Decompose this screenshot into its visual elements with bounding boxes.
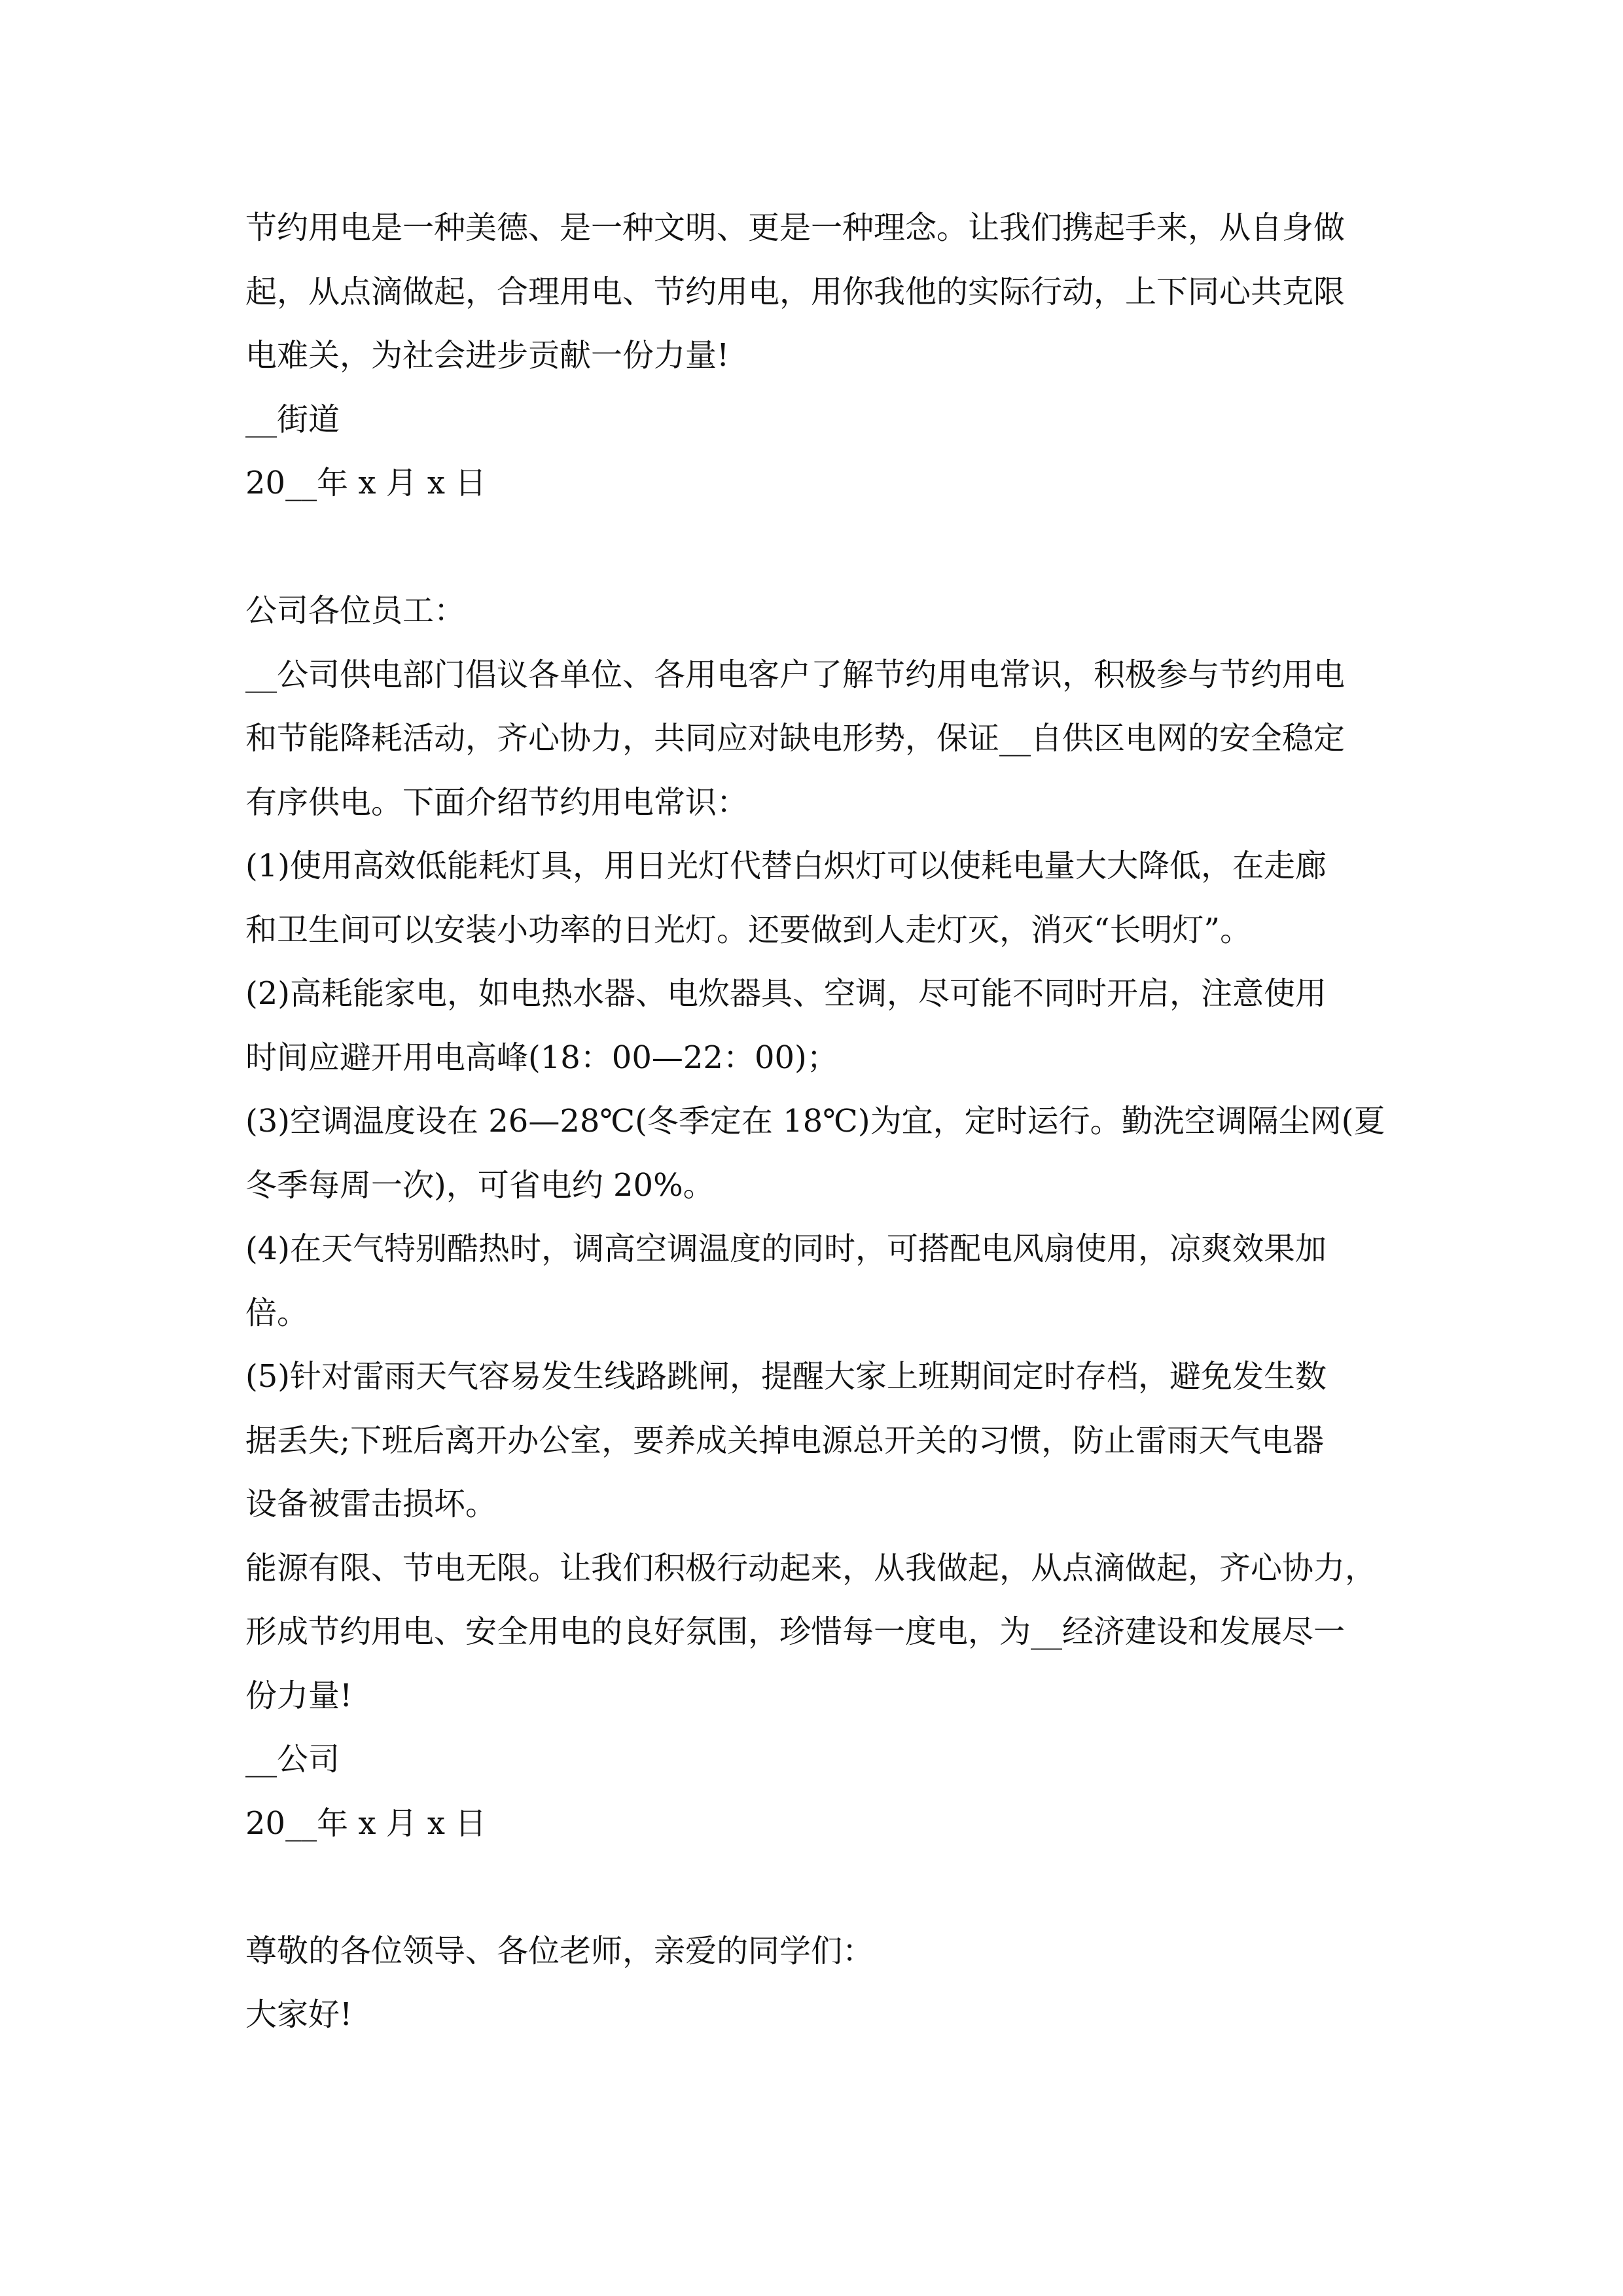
list-item-line: (5)针对雷雨天气容易发生线路跳闸，提醒大家上班期间定时存档，避免发生数 <box>245 1358 1327 1395</box>
paragraph-line: 电难关，为社会进步贡献一份力量! <box>245 337 730 374</box>
paragraph-line: 和节能降耗活动，齐心协力，共同应对缺电形势，保证__自供区电网的安全稳定 <box>245 720 1346 757</box>
list-item-line: (3)空调温度设在 26—28℃(冬季定在 18℃)为宜，定时运行。勤洗空调隔尘网(夏 <box>245 1103 1385 1139</box>
section-2 <box>245 579 1384 1856</box>
list-item-line: 据丢失;下班后离开办公室，要养成关掉电源总开关的习惯，防止雷雨天气电器 <box>245 1422 1325 1459</box>
signature-line: __街道 <box>245 401 340 438</box>
salutation-line: 公司各位员工： <box>245 592 466 629</box>
document-page <box>245 196 1384 2047</box>
salutation-line: 尊敬的各位领导、各位老师，亲爱的同学们： <box>245 1932 874 1969</box>
paragraph-line: 有序供电。下面介绍节约用电常识： <box>245 783 749 821</box>
date-line: 20__年 x 月 x 日 <box>245 465 487 501</box>
section-1 <box>245 196 1384 516</box>
greeting-line: 大家好! <box>245 1996 353 2033</box>
list-item-line: 时间应避开用电高峰(18：00—22：00)； <box>245 1039 838 1076</box>
section-3 <box>245 1920 1384 2047</box>
list-item-line: 设备被雷击损坏。 <box>245 1486 497 1522</box>
list-item-line: (4)在天气特别酷热时，调高空调温度的同时，可搭配电风扇使用，凉爽效果加 <box>245 1230 1327 1267</box>
list-item-line: 倍。 <box>245 1294 309 1331</box>
section-gap <box>245 516 1384 580</box>
section-gap <box>245 1856 1384 1920</box>
paragraph-line: 份力量! <box>245 1677 353 1714</box>
signature-line: __公司 <box>245 1741 340 1778</box>
list-item-line: (2)高耗能家电，如电热水器、电炊器具、空调，尽可能不同时开启，注意使用 <box>245 975 1327 1012</box>
list-item-line: (1)使用高效低能耗灯具，用日光灯代替白炽灯可以使耗电量大大降低，在走廊 <box>245 848 1327 884</box>
list-item-line: 和卫生间可以安装小功率的日光灯。还要做到人走灯灭，消灭“长明灯”。 <box>245 911 1252 948</box>
paragraph-line: 起，从点滴做起，合理用电、节约用电，用你我他的实际行动，上下同心共克限 <box>245 273 1346 310</box>
paragraph-line: 形成节约用电、安全用电的良好氛围，珍惜每一度电，为__经济建设和发展尽一 <box>245 1613 1346 1650</box>
paragraph-line: 能源有限、节电无限。让我们积极行动起来，从我做起，从点滴做起，齐心协力， <box>245 1549 1377 1587</box>
list-item-line: 冬季每周一次)，可省电约 20%。 <box>245 1166 715 1204</box>
date-line: 20__年 x 月 x 日 <box>245 1804 487 1842</box>
paragraph-line: 节约用电是一种美德、是一种文明、更是一种理念。让我们携起手来，从自身做 <box>245 209 1346 246</box>
paragraph-line: __公司供电部门倡议各单位、各用电客户了解节约用电常识，积极参与节约用电 <box>245 656 1346 693</box>
